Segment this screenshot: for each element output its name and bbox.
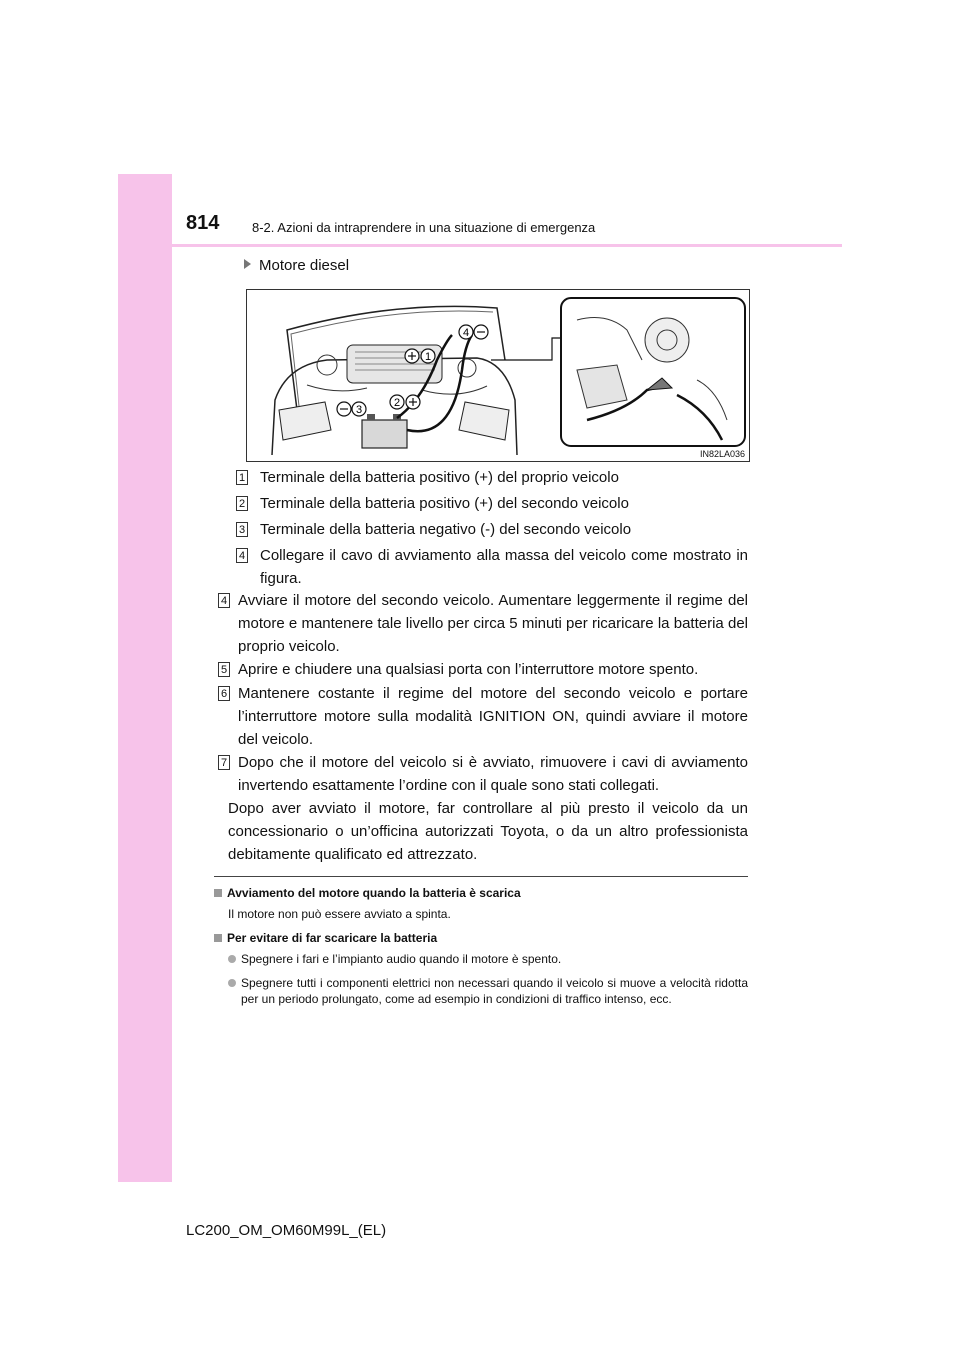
callout-number: 1 bbox=[236, 470, 248, 485]
circle-bullet-icon bbox=[228, 979, 236, 987]
step-item bbox=[220, 682, 748, 751]
callout-number: 3 bbox=[236, 522, 248, 537]
step-item bbox=[220, 751, 748, 797]
callout-item bbox=[238, 544, 748, 590]
step-number: 5 bbox=[218, 662, 230, 677]
note-bullet bbox=[228, 975, 748, 1007]
closing-paragraph: Dopo aver avviato il motore, far controllare al più presto il veicolo da un concessionario o un’officina autorizzati Toyota, o da un altro professionista debitamente qualificato ed attrezzato. bbox=[228, 800, 748, 863]
square-bullet-icon bbox=[214, 934, 222, 942]
figure-callout: 2 bbox=[393, 397, 401, 409]
notes-divider bbox=[214, 876, 748, 877]
callout-text: Terminale della batteria negativo (-) del secondo veicolo bbox=[260, 521, 632, 538]
circle-bullet-icon bbox=[228, 955, 236, 963]
page-number: 814 bbox=[186, 212, 220, 234]
callout-item bbox=[238, 518, 748, 541]
note-bullet-text: Spegnere i fari e l’impianto audio quando il motore è spento. bbox=[241, 952, 562, 966]
callout-item bbox=[238, 466, 748, 489]
note-bullet bbox=[228, 951, 748, 967]
callout-item bbox=[238, 492, 748, 515]
figure-callout: 3 bbox=[355, 404, 363, 416]
note-bullet-text: Spegnere tutti i componenti elettrici non necessari quando il veicolo si muove a velocità ridotta per un periodo prolungato, come ad esempio in condizioni di traffico intenso, ecc. bbox=[241, 976, 748, 1006]
note-text: Il motore non può essere avviato a spinta. bbox=[228, 907, 451, 921]
callout-text: Terminale della batteria positivo (+) del proprio veicolo bbox=[260, 469, 619, 486]
footer-code: LC200_OM_OM60M99L_(EL) bbox=[186, 1222, 387, 1239]
subheading-text: Motore diesel bbox=[259, 257, 350, 274]
callout-text: Terminale della batteria positivo (+) del secondo veicolo bbox=[260, 495, 629, 512]
note-heading-text: Per evitare di far scaricare la batteria bbox=[227, 931, 438, 945]
figure-callout: 4 bbox=[462, 327, 470, 339]
note-heading-text: Avviamento del motore quando la batteria è scarica bbox=[227, 886, 521, 900]
step-number: 7 bbox=[218, 755, 230, 770]
subheading bbox=[244, 257, 349, 274]
callout-text: Collegare il cavo di avviamento alla massa del veicolo come mostrato in figura. bbox=[260, 547, 748, 587]
square-bullet-icon bbox=[214, 889, 222, 897]
figure-callout: 1 bbox=[424, 351, 432, 363]
engine-bay-drawing bbox=[247, 290, 750, 462]
step-text: Mantenere costante il regime del motore del secondo veicolo e portare l’interruttore motore sulla modalità IGNITION ON, quindi avviare il motore del veicolo. bbox=[238, 685, 748, 748]
callout-number: 4 bbox=[236, 548, 248, 563]
side-color-band bbox=[118, 174, 172, 1182]
header-rule bbox=[172, 244, 842, 247]
step-number: 4 bbox=[218, 593, 230, 608]
note-heading bbox=[214, 886, 521, 900]
callout-number: 2 bbox=[236, 496, 248, 511]
triangle-bullet-icon bbox=[244, 259, 251, 269]
step-number: 6 bbox=[218, 686, 230, 701]
note-heading bbox=[214, 931, 437, 945]
step-text: Aprire e chiudere una qualsiasi porta con l’interruttore motore spento. bbox=[238, 661, 699, 678]
section-title: 8-2. Azioni da intraprendere in una situazione di emergenza bbox=[252, 220, 596, 235]
step-text: Avviare il motore del secondo veicolo. Aumentare leggermente il regime del motore e mantenere tale livello per circa 5 minuti per ricaricare la batteria del proprio veicolo. bbox=[238, 592, 748, 655]
engine-illustration bbox=[246, 289, 750, 462]
step-item bbox=[220, 589, 748, 658]
figure-code: IN82LA036 bbox=[699, 449, 745, 459]
step-text: Dopo che il motore del veicolo si è avviato, rimuovere i cavi di avviamento invertendo esattamente l’ordine con il quale sono stati collegati. bbox=[238, 754, 748, 794]
step-item bbox=[220, 658, 748, 681]
